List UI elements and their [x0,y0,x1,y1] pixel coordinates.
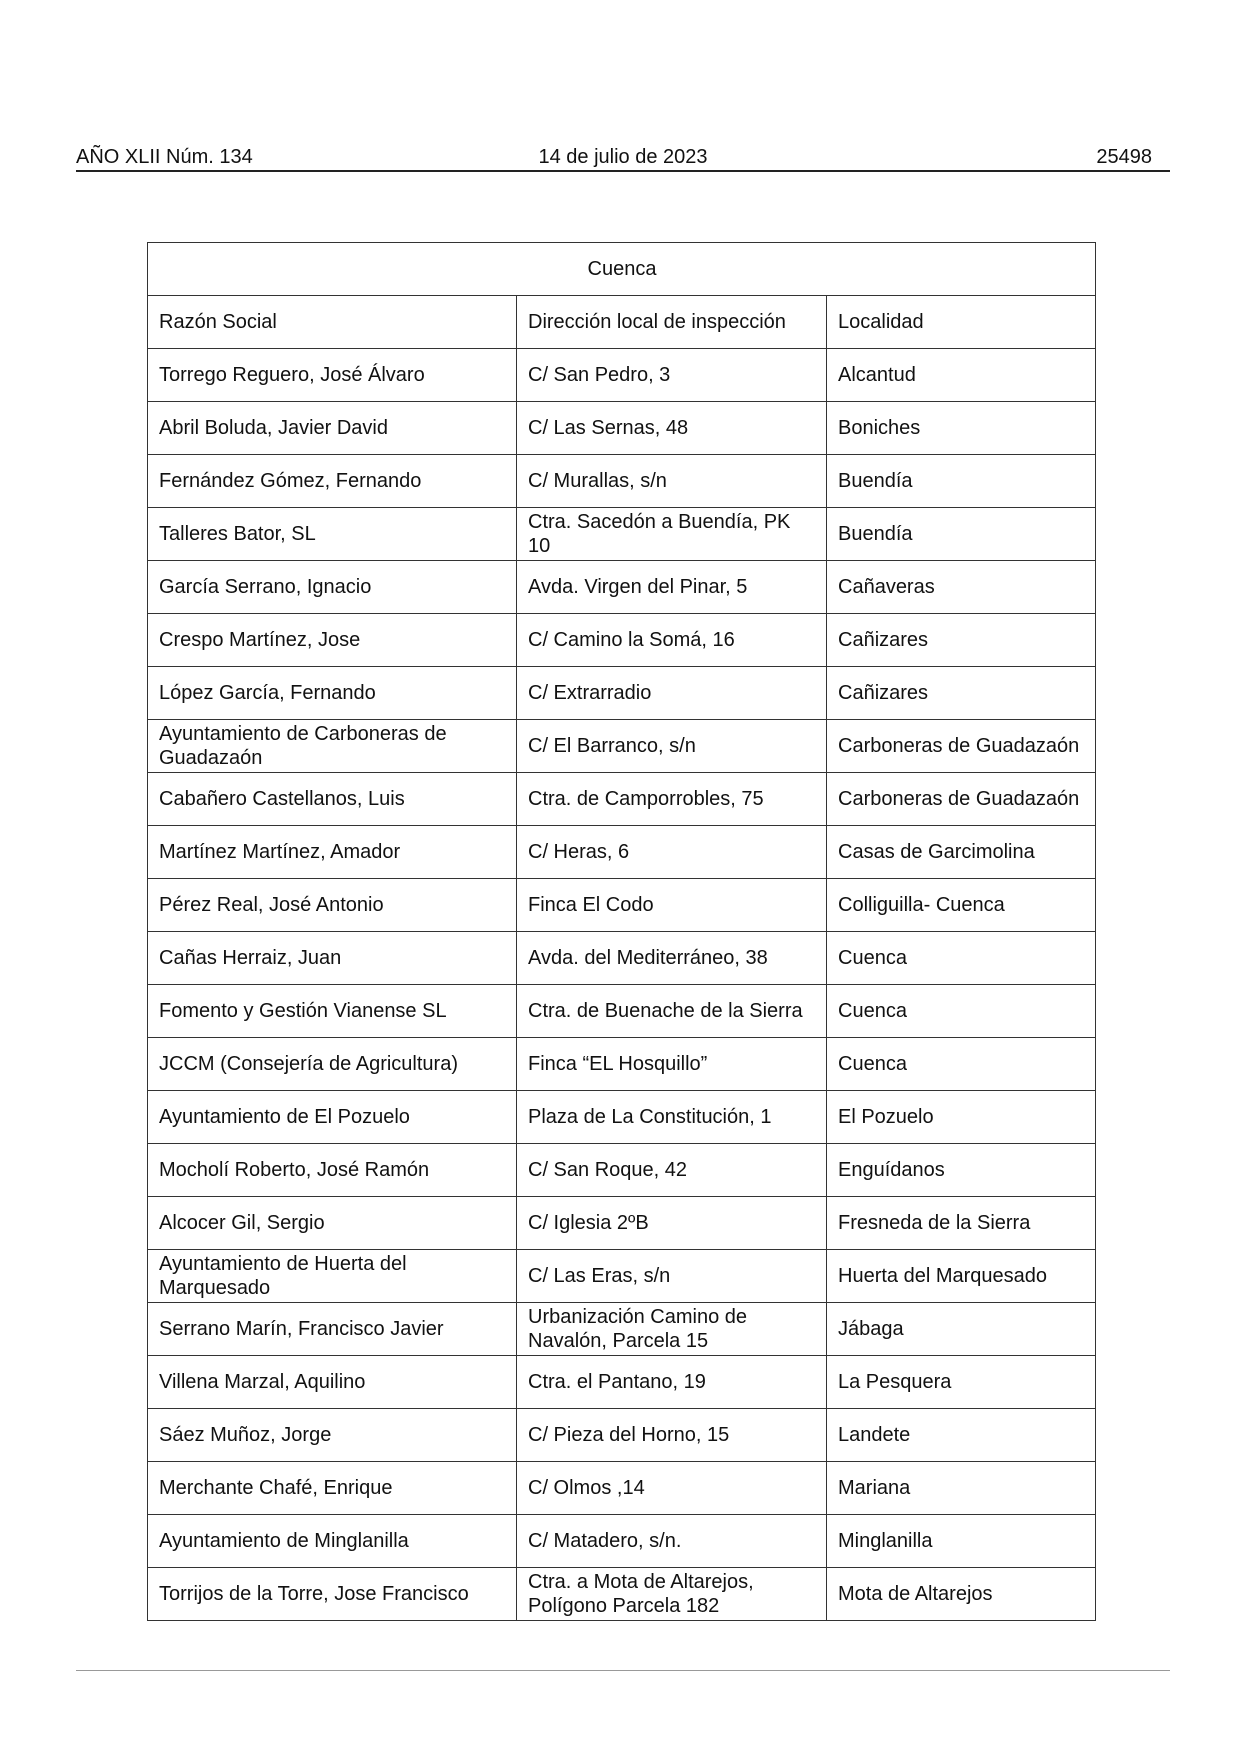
direccion-cell: C/ San Roque, 42 [517,1144,827,1197]
page-number: 25498 [1096,146,1152,168]
direccion-cell: Ctra. de Camporrobles, 75 [517,773,827,826]
table-row [148,826,1096,879]
direccion-cell: Finca El Codo [517,879,827,932]
issue-number: AÑO XLII Núm. 134 [76,146,253,168]
localidad-cell: El Pozuelo [827,1091,1096,1144]
table-row [148,1409,1096,1462]
razon-social-cell: Crespo Martínez, Jose [148,614,517,667]
localidad-cell: Carboneras de Guadazaón [827,773,1096,826]
localidad-cell: Cañizares [827,667,1096,720]
razon-social-cell: Merchante Chafé, Enrique [148,1462,517,1515]
table-row [148,1144,1096,1197]
razon-social-cell: Torrego Reguero, José Álvaro [148,349,517,402]
direccion-cell: C/ Heras, 6 [517,826,827,879]
localidad-cell: Mariana [827,1462,1096,1515]
direccion-cell: Avda. del Mediterráneo, 38 [517,932,827,985]
table-row [148,1038,1096,1091]
table-row [148,1303,1096,1356]
direccion-cell: Finca “EL Hosquillo” [517,1038,827,1091]
razon-social-cell: Ayuntamiento de Huerta del Marquesado [148,1250,517,1303]
table-row [148,614,1096,667]
table-row [148,667,1096,720]
localidad-cell: Cañaveras [827,561,1096,614]
publication-date: 14 de julio de 2023 [538,146,708,168]
razon-social-cell: Cabañero Castellanos, Luis [148,773,517,826]
inspection-locations-table [147,242,1096,1621]
direccion-cell: C/ San Pedro, 3 [517,349,827,402]
direccion-cell: C/ Pieza del Horno, 15 [517,1409,827,1462]
razon-social-cell: Ayuntamiento de El Pozuelo [148,1091,517,1144]
direccion-cell: C/ Las Sernas, 48 [517,402,827,455]
table-row [148,985,1096,1038]
razon-social-cell: Ayuntamiento de Minglanilla [148,1515,517,1568]
table-row [148,349,1096,402]
razon-social-cell: Sáez Muñoz, Jorge [148,1409,517,1462]
table-row [148,1091,1096,1144]
direccion-cell: C/ Olmos ,14 [517,1462,827,1515]
localidad-cell: Enguídanos [827,1144,1096,1197]
localidad-cell: Cuenca [827,1038,1096,1091]
direccion-cell: Ctra. Sacedón a Buendía, PK 10 [517,508,827,561]
direccion-cell: Urbanización Camino de Navalón, Parcela 15 [517,1303,827,1356]
razon-social-cell: Mocholí Roberto, José Ramón [148,1144,517,1197]
razon-social-cell: Abril Boluda, Javier David [148,402,517,455]
table-row [148,879,1096,932]
localidad-cell: Carboneras de Guadazaón [827,720,1096,773]
razon-social-cell: Talleres Bator, SL [148,508,517,561]
column-header-razon-social: Razón Social [148,296,517,349]
localidad-cell: Cuenca [827,985,1096,1038]
direccion-cell: Ctra. el Pantano, 19 [517,1356,827,1409]
localidad-cell: Huerta del Marquesado [827,1250,1096,1303]
razon-social-cell: Fomento y Gestión Vianense SL [148,985,517,1038]
table-row [148,402,1096,455]
direccion-cell: Ctra. de Buenache de la Sierra [517,985,827,1038]
razon-social-cell: Pérez Real, José Antonio [148,879,517,932]
localidad-cell: Minglanilla [827,1515,1096,1568]
localidad-cell: Colliguilla- Cuenca [827,879,1096,932]
footer-divider [76,1670,1170,1671]
razon-social-cell: López García, Fernando [148,667,517,720]
direccion-cell: C/ El Barranco, s/n [517,720,827,773]
razon-social-cell: Cañas Herraiz, Juan [148,932,517,985]
localidad-cell: Cuenca [827,932,1096,985]
column-header-localidad: Localidad [827,296,1096,349]
table-title: Cuenca [148,243,1096,296]
localidad-cell: Landete [827,1409,1096,1462]
direccion-cell: C/ Iglesia 2ºB [517,1197,827,1250]
column-header-direccion: Dirección local de inspección [517,296,827,349]
localidad-cell: La Pesquera [827,1356,1096,1409]
razon-social-cell: Fernández Gómez, Fernando [148,455,517,508]
localidad-cell: Boniches [827,402,1096,455]
localidad-cell: Mota de Altarejos [827,1568,1096,1621]
localidad-cell: Cañizares [827,614,1096,667]
table-row [148,1197,1096,1250]
direccion-cell: C/ Matadero, s/n. [517,1515,827,1568]
localidad-cell: Casas de Garcimolina [827,826,1096,879]
table-title-row [148,243,1096,296]
direccion-cell: C/ Extrarradio [517,667,827,720]
localidad-cell: Buendía [827,455,1096,508]
table-header-row [148,296,1096,349]
table-row [148,1356,1096,1409]
direccion-cell: C/ Camino la Somá, 16 [517,614,827,667]
table-row [148,455,1096,508]
direccion-cell: Avda. Virgen del Pinar, 5 [517,561,827,614]
razon-social-cell: JCCM (Consejería de Agricultura) [148,1038,517,1091]
razon-social-cell: Martínez Martínez, Amador [148,826,517,879]
table-row [148,720,1096,773]
table-row [148,1568,1096,1621]
table-row [148,508,1096,561]
localidad-cell: Jábaga [827,1303,1096,1356]
table-row [148,932,1096,985]
page-header [76,142,1170,172]
direccion-cell: Ctra. a Mota de Altarejos, Polígono Parcela 182 [517,1568,827,1621]
razon-social-cell: Ayuntamiento de Carboneras de Guadazaón [148,720,517,773]
direccion-cell: C/ Murallas, s/n [517,455,827,508]
direccion-cell: C/ Las Eras, s/n [517,1250,827,1303]
table-row [148,1515,1096,1568]
razon-social-cell: Alcocer Gil, Sergio [148,1197,517,1250]
razon-social-cell: Villena Marzal, Aquilino [148,1356,517,1409]
table-row [148,1250,1096,1303]
table-row [148,773,1096,826]
razon-social-cell: Serrano Marín, Francisco Javier [148,1303,517,1356]
localidad-cell: Fresneda de la Sierra [827,1197,1096,1250]
localidad-cell: Buendía [827,508,1096,561]
direccion-cell: Plaza de La Constitución, 1 [517,1091,827,1144]
table-row [148,561,1096,614]
table-row [148,1462,1096,1515]
razon-social-cell: García Serrano, Ignacio [148,561,517,614]
localidad-cell: Alcantud [827,349,1096,402]
razon-social-cell: Torrijos de la Torre, Jose Francisco [148,1568,517,1621]
